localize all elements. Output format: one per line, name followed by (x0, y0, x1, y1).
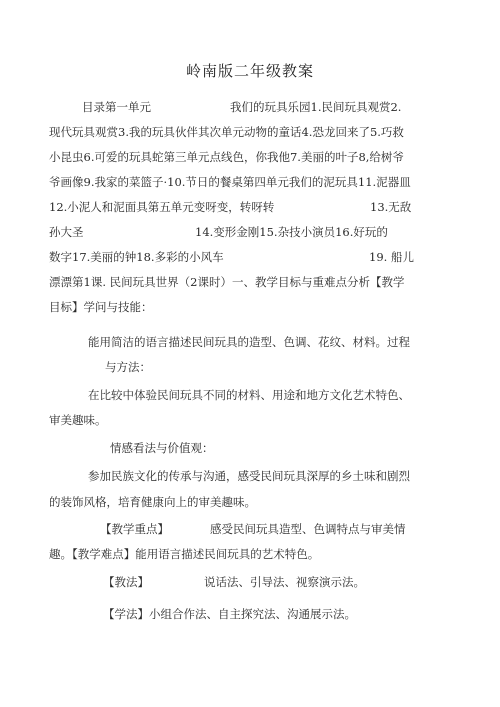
toc-line-4: 爷画像9.我家的菜篮子·10.节日的餐桌第四单元我们的泥玩具11.泥器皿 (49, 175, 411, 189)
difficulty-text: 能用语言描述民间玩具的艺术特色。 (135, 547, 320, 561)
knowledge-line-2: 与方法： (105, 360, 151, 374)
method-line-2: 审美趣味。 (49, 413, 107, 427)
toc-line-7-a: 数字17.美丽的钟18.多彩的小风车 (49, 250, 224, 264)
emotion-heading: 情感看法与价值观： (110, 441, 214, 455)
toc-line-9: 目标】学问与技能： (49, 300, 153, 314)
emotion-line-1: 参加民族文化的传承与沟通，感受民间玩具深厚的乡土味和剧烈 (88, 469, 410, 483)
document-title: 岭南版二年级教案 (185, 62, 314, 80)
toc-line-6 (49, 224, 388, 240)
toc-line-5-a: 12.小泥人和泥面具第五单元变呀变，转呀转 (49, 200, 275, 214)
method-line-1: 在比较中体验民间玩具不同的材料、用途和地方文化艺术特色、 (88, 388, 410, 402)
emotion-line-2: 的装饰风格，培育健康向上的审美趣味。 (49, 495, 256, 509)
toc-line-3: 小昆虫6.可爱的玩具蛇第三单元点线色，你我他7.美丽的叶子8,给树爷 (49, 150, 404, 164)
learn-method-line (103, 606, 356, 622)
key-line-1 (100, 521, 406, 537)
toc-line-8: 漂漂第1课. 民间玩具世界（2课时）一、教学目标与重难点分析【教学 (49, 275, 405, 289)
toc-line-1-a: 目录第一单元 (82, 100, 151, 114)
knowledge-line-1: 能用简洁的语言描述民间玩具的造型、色调、花纹、材料。过程 (88, 335, 410, 349)
teach-method-line (103, 574, 365, 590)
toc-line-7 (49, 249, 414, 265)
teach-method-label: 【教法】 (103, 575, 149, 589)
key-line-2 (49, 546, 319, 562)
toc-line-5-b: 13.无敌 (370, 200, 412, 214)
toc-line-5 (49, 199, 412, 215)
toc-line-7-b: 19. 船儿 (369, 250, 414, 264)
toc-line-1 (82, 99, 402, 115)
key-point-text: 感受民间玩具造型、色调特点与审美情 (210, 522, 406, 536)
learn-method-label: 【学法】 (103, 607, 149, 621)
toc-line-1-b: 我们的玩具乐园1.民间玩具观赏2. (230, 100, 402, 114)
difficulty-label: 【教学难点】 (72, 547, 136, 561)
key-point-label: 【教学重点】 (100, 522, 169, 536)
learn-method-text: 小组合作法、自主探究法、沟通展示法。 (149, 607, 356, 621)
key-point-text-cont: 趣。 (49, 547, 72, 561)
teach-method-text: 说话法、引导法、视察演示法。 (204, 575, 365, 589)
toc-line-2: 现代玩具观赏3.我的玩具伙伴其次单元动物的童话4.恐龙回来了5.巧救 (49, 125, 404, 139)
toc-line-6-b: 14.变形金刚15.杂技小演员16.好玩的 (195, 225, 388, 239)
toc-line-6-a: 孙大圣 (49, 225, 84, 239)
